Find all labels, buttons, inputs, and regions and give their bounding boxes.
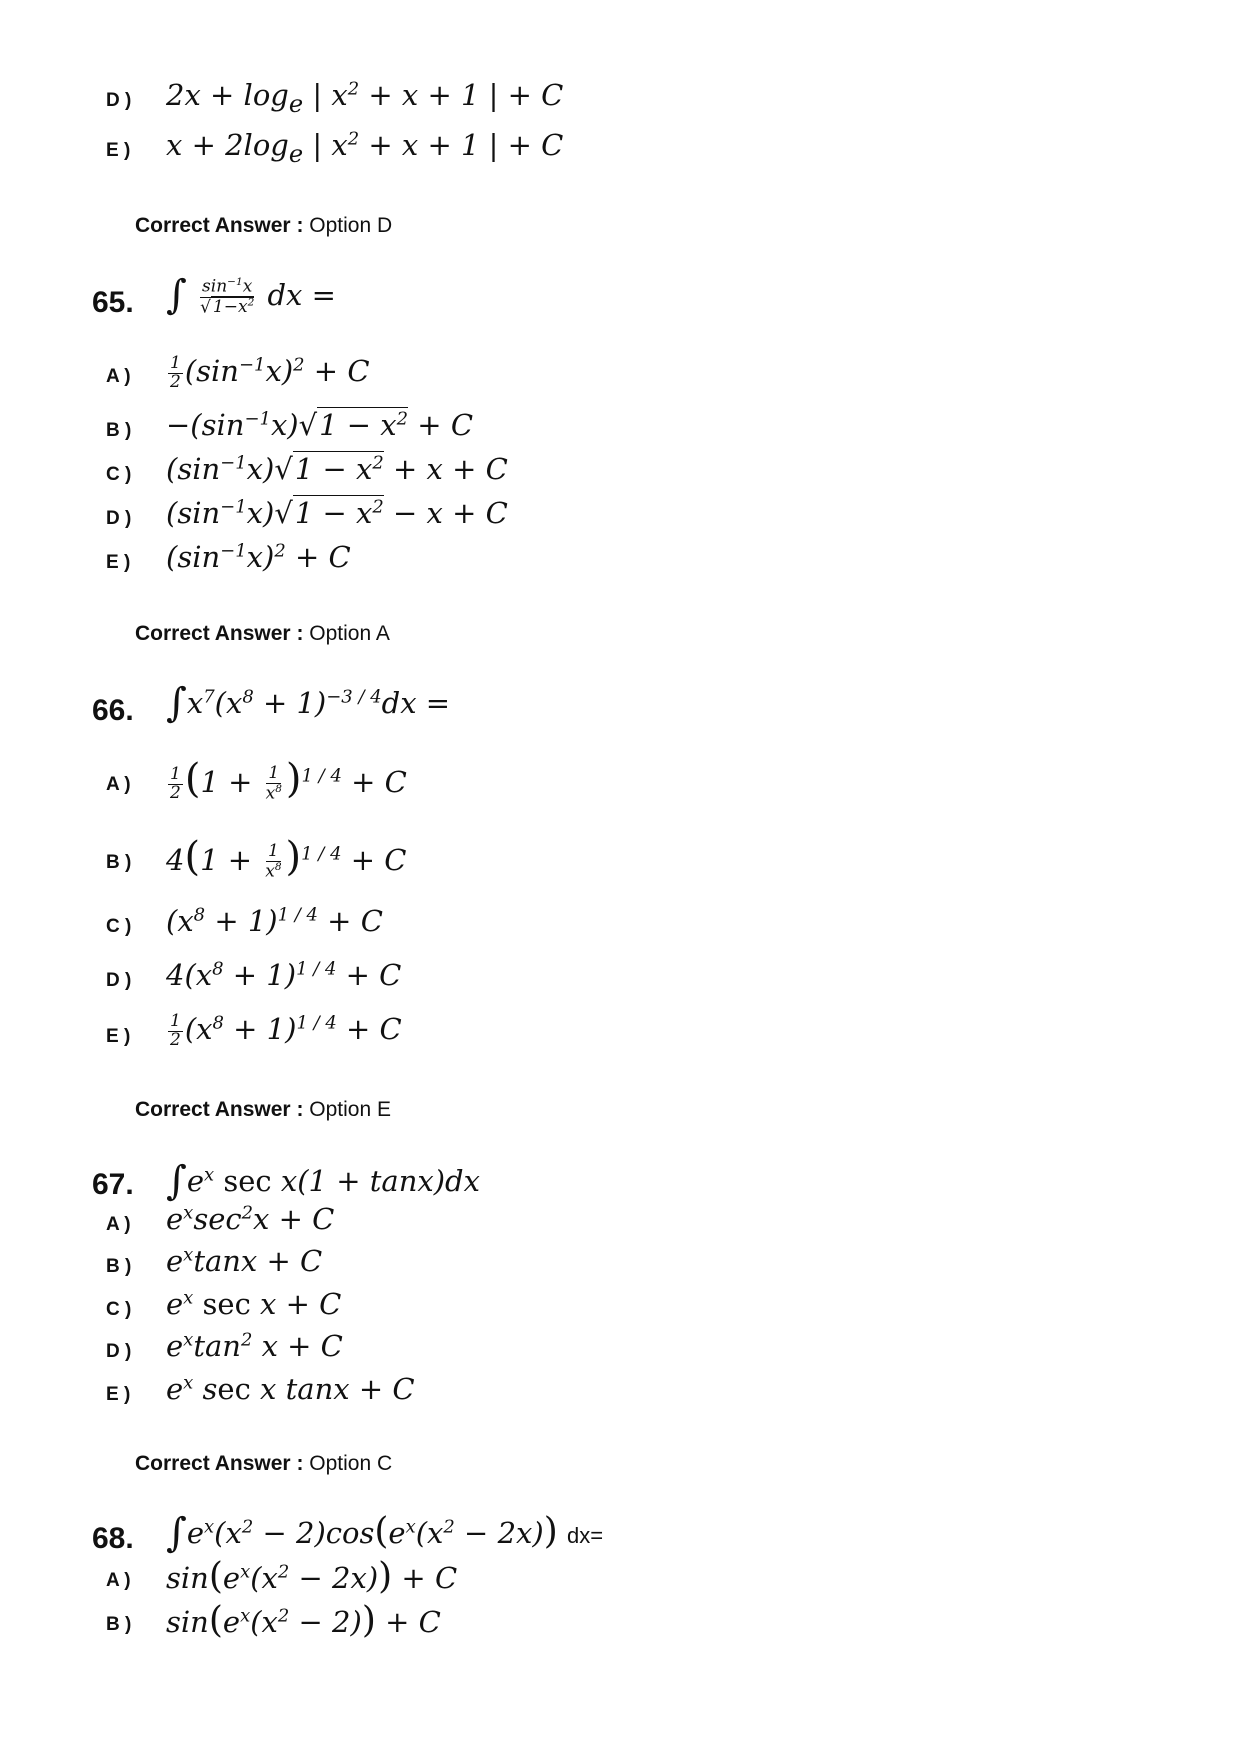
option-label: D ) bbox=[106, 970, 132, 991]
answer-prefix: Correct Answer : bbox=[135, 622, 304, 645]
option-math: $\frac{1}{2}$ $(x^8 + 1)^{1 / 4} + C$ bbox=[170, 1010, 402, 1050]
option-label: C ) bbox=[106, 464, 132, 485]
correct-answer bbox=[135, 622, 390, 646]
question-number: 66. bbox=[92, 694, 134, 727]
option-label: D ) bbox=[106, 1341, 132, 1362]
option-label: C ) bbox=[106, 1299, 132, 1320]
answer-value: Option C bbox=[309, 1452, 393, 1475]
option-math: $\sin(e^x(x^2 - 2)) + C$ bbox=[166, 1600, 441, 1641]
option-math: $(\sin^{-1}x)√1 - x^2 + x + C$ bbox=[166, 452, 508, 486]
question-math: $\int e^x$ sec x(1 + tanx)dx bbox=[166, 1158, 480, 1204]
correct-answer bbox=[135, 1098, 391, 1122]
option-label: A ) bbox=[106, 774, 131, 795]
option-label: A ) bbox=[106, 1214, 131, 1235]
option-math: $\sin(e^x(x^2 - 2x)) + C$ bbox=[166, 1556, 458, 1597]
question-number: 65. bbox=[92, 286, 134, 319]
option-math: $(x^8 + 1)^{1 / 4} + C$ bbox=[166, 904, 383, 938]
question-tail: dx= bbox=[566, 1523, 604, 1548]
option-label: E ) bbox=[106, 140, 131, 161]
answer-prefix: Correct Answer : bbox=[135, 1098, 304, 1121]
option-label: D ) bbox=[106, 90, 132, 111]
option-math: $\frac{1}{2}$ $(\sin^{-1}x)^2 + C$ bbox=[170, 352, 370, 392]
question-number: 68. bbox=[92, 1522, 134, 1555]
answer-value: Option A bbox=[309, 622, 390, 645]
option-math: $e^x$ sec x tanx + C bbox=[166, 1372, 415, 1406]
option-math: $e^x$ sec x + C bbox=[166, 1287, 342, 1321]
question-number: 67. bbox=[92, 1168, 134, 1201]
option-label: B ) bbox=[106, 1256, 132, 1277]
option-math: $e^x\tan x + C$ bbox=[166, 1244, 323, 1278]
option-math: $(\sin^{-1}x)√1 - x^2 - x + C$ bbox=[166, 496, 508, 530]
option-label: A ) bbox=[106, 1570, 131, 1591]
option-math: $4(x^8 + 1)^{1 / 4} + C$ bbox=[166, 958, 402, 992]
option-math: $2x + \log_e$ | $x^2 + x + 1$ | + C bbox=[166, 78, 564, 118]
answer-value: Option E bbox=[309, 1098, 391, 1121]
option-label: B ) bbox=[106, 420, 132, 441]
option-math: $\frac{1}{2}$ (1 + $\frac{1}{x^8}$ )$^{1 / 4}$ + C bbox=[170, 756, 407, 804]
option-label: A ) bbox=[106, 366, 131, 387]
option-math: 4(1 + $\frac{1}{x^8}$ )$^{1 / 4}$ + C bbox=[166, 834, 407, 882]
option-label: B ) bbox=[106, 1614, 132, 1635]
correct-answer bbox=[135, 214, 392, 238]
question-math: $\int e^x(x^2 - 2)\cos(e^x(x^2 - 2x))$ dx= bbox=[166, 1510, 604, 1556]
option-math: $e^x\tan^2$ x + C bbox=[166, 1329, 343, 1363]
option-label: B ) bbox=[106, 852, 132, 873]
question-math: ∫ $\frac{\sin^{-1}x}{√ 1-x^2}$ dx = bbox=[166, 272, 336, 318]
option-label: E ) bbox=[106, 552, 131, 573]
answer-prefix: Correct Answer : bbox=[135, 214, 304, 237]
option-label: D ) bbox=[106, 508, 132, 529]
option-math: $(\sin^{-1}x)^2 + C$ bbox=[166, 540, 351, 574]
option-math: $x + 2\log_e$ | $x^2 + x + 1$ | + C bbox=[166, 128, 564, 168]
option-label: C ) bbox=[106, 916, 132, 937]
option-math: $-(\sin^{-1}x)√1 - x^2 + C$ bbox=[166, 408, 474, 442]
option-label: E ) bbox=[106, 1384, 131, 1405]
answer-prefix: Correct Answer : bbox=[135, 1452, 304, 1475]
answer-value: Option D bbox=[309, 214, 393, 237]
question-math: $\int x^7(x^8 + 1)^{-3 / 4}dx$ = bbox=[166, 680, 451, 726]
option-math: $e^x\sec^2x + C$ bbox=[166, 1202, 335, 1236]
option-label: E ) bbox=[106, 1026, 131, 1047]
correct-answer bbox=[135, 1452, 392, 1476]
